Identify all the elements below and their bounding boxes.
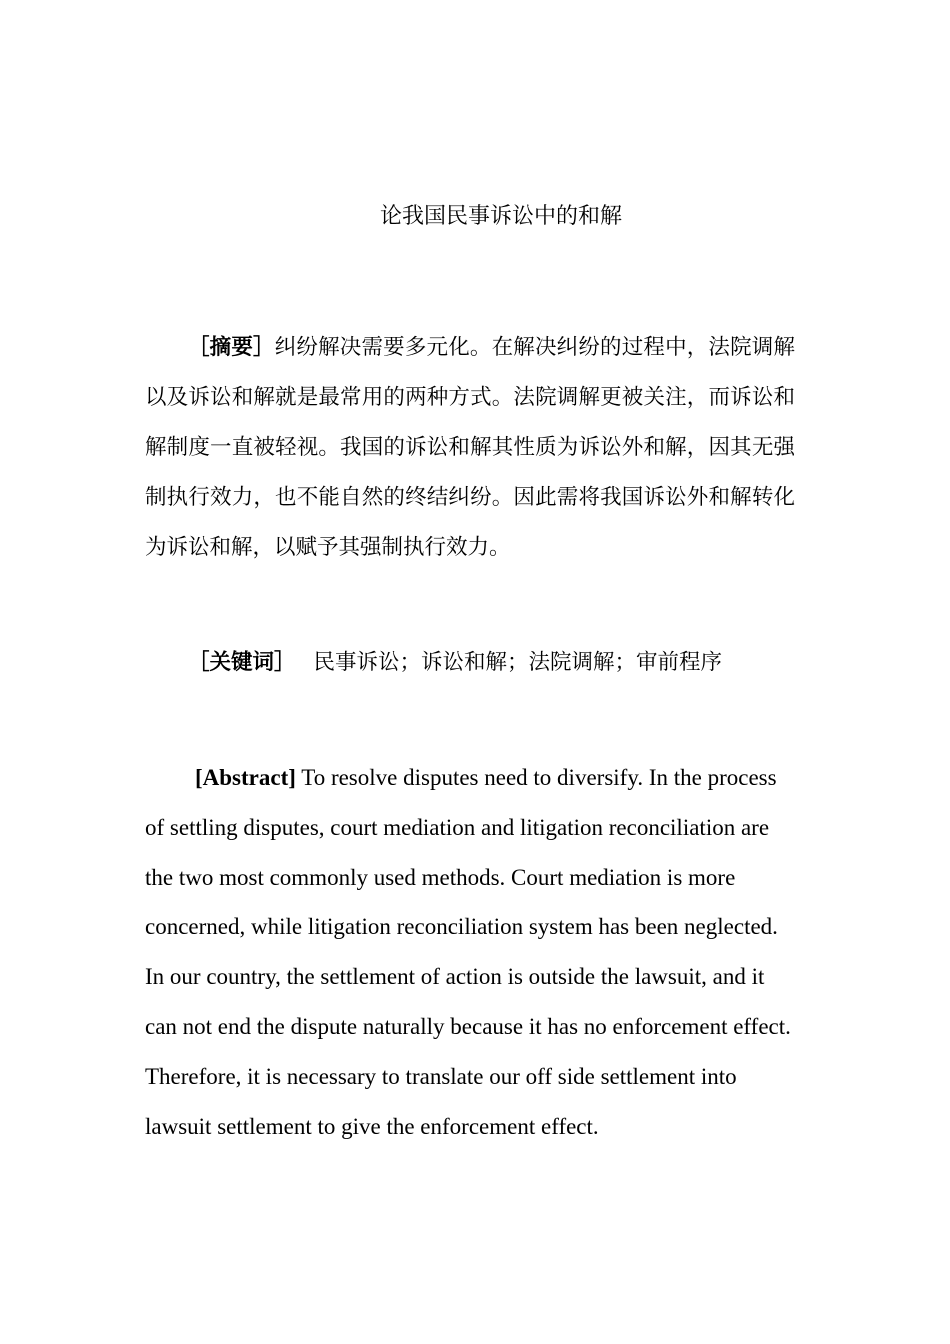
english-abstract bbox=[145, 753, 797, 1151]
chinese-keywords bbox=[145, 638, 795, 688]
chinese-keywords-text: 民事诉讼；诉讼和解；法院调解；审前程序 bbox=[313, 650, 723, 675]
chinese-abstract-label: ［摘要］ bbox=[188, 335, 275, 360]
chinese-keywords-label: ［关键词］ bbox=[188, 650, 296, 675]
english-abstract-label: [Abstract] bbox=[195, 765, 296, 790]
chinese-abstract-text: 纠纷解决需要多元化。在解决纠纷的过程中，法院调解以及诉讼和解就是最常用的两种方式。法院调解更被关注，而诉讼和解制度一直被轻视。我国的诉讼和解其性质为诉讼外和解，因其无强制执行效力，也不能自然的终结纠纷。因此需将我国诉讼外和解转化为诉讼和解，以赋予其强制执行效力。 bbox=[145, 335, 795, 560]
english-abstract-text: To resolve disputes need to diversify. In the process of settling disputes, court mediation and litigation reconciliation are the two most commonly used methods. Court mediation is more concerned, while litigation reconciliation system has been neglected. In our country, the settlement of action is outside the lawsuit, and it can not end the dispute naturally because it has no enforcement effect. Therefore, it is necessary to translate our off side settlement into lawsuit settlement to give the enforcement effect. bbox=[145, 765, 791, 1139]
paper-title: 论我国民事诉讼中的和解 bbox=[379, 204, 622, 229]
chinese-abstract bbox=[145, 323, 795, 573]
